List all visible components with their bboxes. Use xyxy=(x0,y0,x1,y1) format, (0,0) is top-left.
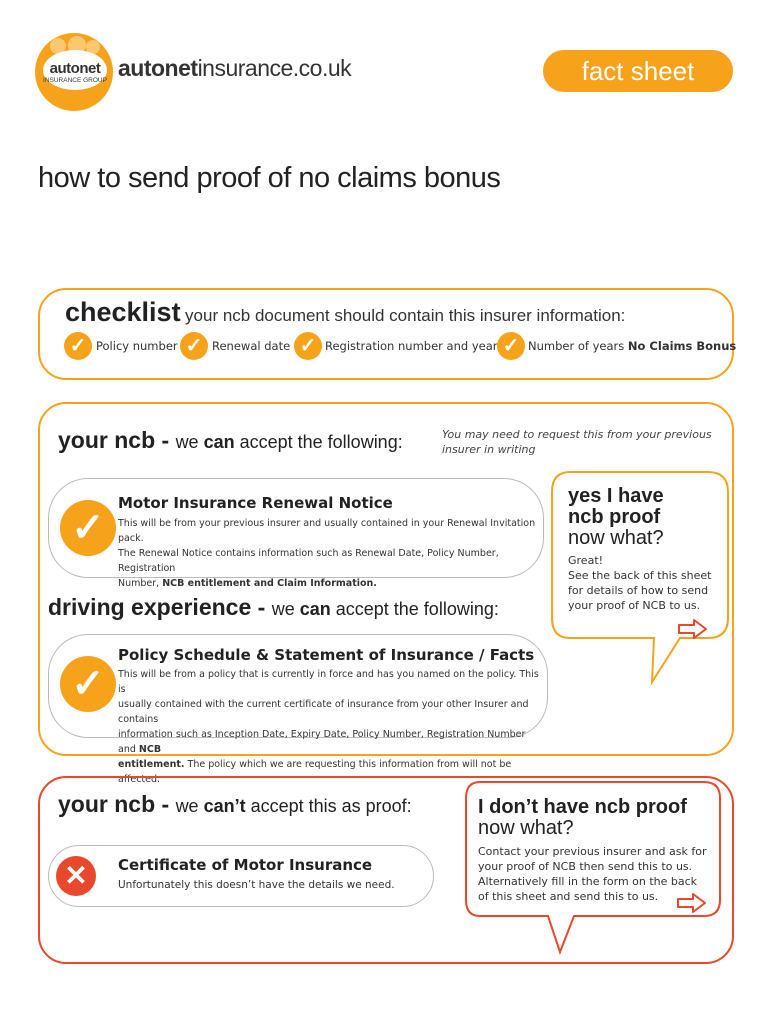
card-body: Unfortunately this doesn’t have the details we need. xyxy=(118,879,395,891)
no-callout-heading: I don’t have ncb proof now what? xyxy=(478,796,687,839)
checklist-item: Registration number and year xyxy=(325,339,498,353)
fact-sheet-badge: fact sheet xyxy=(543,50,733,92)
cross-icon: ✕ xyxy=(56,856,96,896)
yes-callout-heading: yes I have ncb proof now what? xyxy=(568,485,664,549)
page-title: how to send proof of no claims bonus xyxy=(38,162,501,194)
no-callout-body: Contact your previous insurer and ask for your proof of NCB then send this to us. Alternatively fill in the form on the back of this sheet and send this to us. xyxy=(478,845,707,903)
request-note: You may need to request this from your previous insurer in writing xyxy=(442,428,712,456)
tick-icon: ✓ xyxy=(64,332,92,360)
card-title: Policy Schedule & Statement of Insurance / Facts xyxy=(118,646,535,664)
logo-word: autonet xyxy=(49,60,101,77)
tick-icon: ✓ xyxy=(60,500,116,556)
logo-subtitle: INSURANCE GROUP xyxy=(43,77,107,84)
tick-icon: ✓ xyxy=(60,656,116,712)
certificate-card xyxy=(48,845,434,907)
checklist-item: Renewal date xyxy=(212,339,291,353)
can-accept-heading: your ncb - we can accept the following: xyxy=(58,427,403,453)
card-body: This will be from your previous insurer and usually contained in your Renewal Invitation pack. The Renewal Notice contains information such as Renewal Date, Policy Number, Registration Number, NCB entitlement and Claim Information. xyxy=(118,518,536,589)
card-title: Motor Insurance Renewal Notice xyxy=(118,494,393,512)
tick-icon: ✓ xyxy=(180,332,208,360)
card-title: Certificate of Motor Insurance xyxy=(118,856,373,874)
checklist-heading: checklist your ncb document should contain this insurer information: xyxy=(65,297,626,327)
tick-icon: ✓ xyxy=(294,332,322,360)
site-name: autonetinsurance.co.uk xyxy=(118,55,352,81)
arrow-right-icon xyxy=(677,892,707,914)
cannot-accept-heading: your ncb - we can’t accept this as proof: xyxy=(58,791,412,817)
tick-icon: ✓ xyxy=(497,332,525,360)
arrow-right-icon xyxy=(678,618,708,640)
yes-callout-body: Great! See the back of this sheet for details of how to send your proof of NCB to us. xyxy=(568,554,712,612)
checklist-item: Number of years No Claims Bonus xyxy=(528,339,737,353)
driving-heading: driving experience - we can accept the following: xyxy=(48,594,499,620)
card-body: This will be from a policy that is currently in force and has you named on the policy. This is usually contained with the current certificate of insurance from your other Insurer and contains information such as Inception Date, Expiry Date, Policy Number, Registration Number and NCB entitlement. The policy which we are requesting this information from will not be affected. xyxy=(118,669,539,785)
checklist-item: Policy number xyxy=(96,339,178,353)
